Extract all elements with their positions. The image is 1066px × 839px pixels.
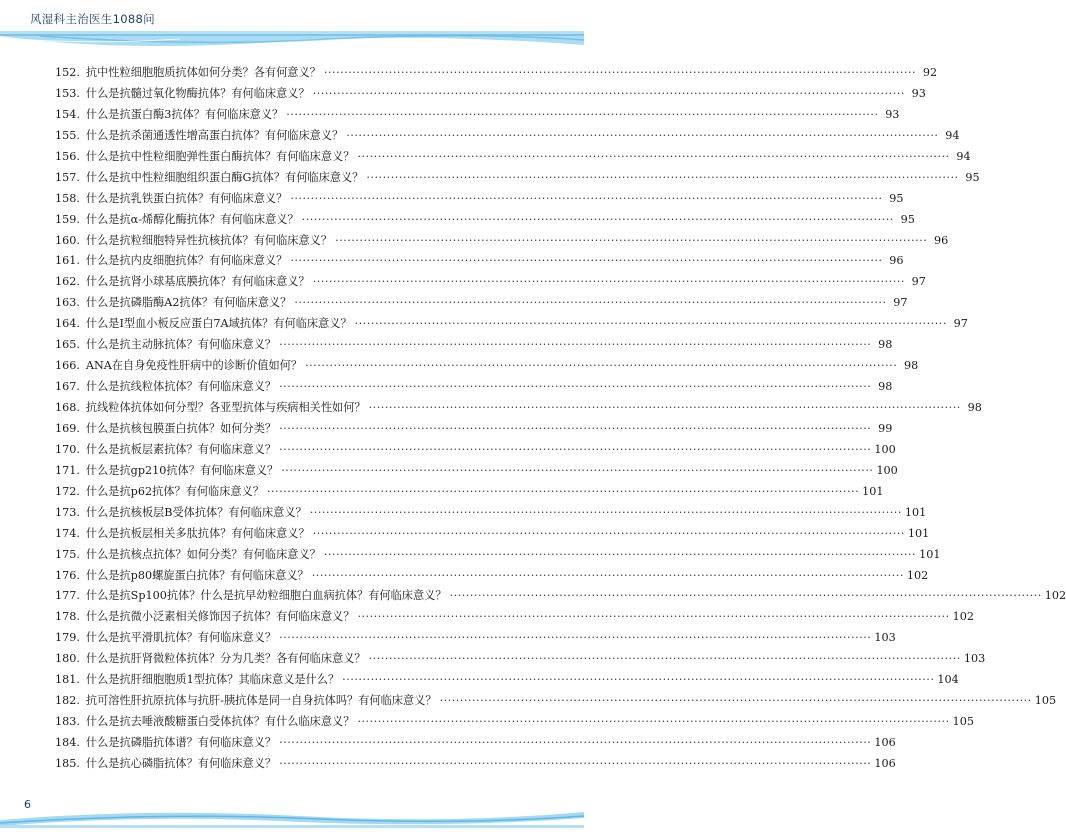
toc-entry-page: 102	[906, 568, 929, 582]
toc-entry	[55, 189, 904, 210]
toc-entry-number: 167.	[55, 380, 80, 394]
toc-entry-title: 什么是抗肝肾微粒体抗体？分为几类？各有何临床意义？	[85, 652, 366, 666]
toc-entry	[55, 754, 896, 775]
toc-entry-number: 169.	[55, 421, 80, 435]
toc-entry	[55, 105, 900, 126]
toc-entry-title: 什么是抗核板层B受体抗体？有何临床意义？	[85, 505, 307, 519]
toc-leader-dots	[281, 461, 873, 482]
toc-entry-title: 什么是抗Sp100抗体？什么是抗早幼粒细胞白血病抗体？有何临床意义？	[85, 589, 447, 603]
toc-entry-number: 172.	[55, 484, 80, 498]
toc-entry	[55, 482, 884, 503]
toc-leader-dots	[279, 733, 871, 754]
toc-entry-number: 161.	[55, 254, 80, 268]
toc-entry	[55, 545, 941, 566]
toc-entry-title: 什么是I型血小板反应蛋白7A域抗体？有何临床意义？	[85, 317, 352, 331]
toc-entry-number: 163.	[55, 296, 80, 310]
toc-entry-number: 154.	[55, 107, 80, 121]
toc-entry-title: 什么是抗p62抗体？有何临床意义？	[85, 484, 264, 498]
toc-entry-title: 什么是抗内皮细胞抗体？有何临床意义？	[85, 254, 288, 268]
toc-entry	[55, 293, 908, 314]
toc-entry-number: 170.	[55, 442, 80, 456]
toc-entry	[55, 419, 893, 440]
toc-leader-dots	[294, 293, 886, 314]
toc-entry-page: 105	[952, 715, 974, 729]
toc-entry-title: 什么是抗乳铁蛋白抗体？有何临床意义？	[85, 191, 288, 205]
toc-entry-number: 179.	[55, 631, 80, 645]
toc-entry-page: 96	[889, 254, 904, 268]
toc-entry-number: 173.	[55, 505, 80, 519]
toc-entry-page: 97	[893, 296, 908, 310]
toc-leader-dots	[279, 377, 871, 398]
toc-entry-title: 什么是抗板层素抗体？有何临床意义？	[85, 442, 277, 456]
toc-entry	[55, 566, 929, 587]
toc-entry-title: 什么是抗粒细胞特异性抗核抗体？有何临床意义？	[85, 233, 333, 247]
toc-entry-page: 93	[911, 86, 926, 100]
toc-leader-dots	[267, 482, 859, 503]
toc-entry-number: 184.	[55, 736, 80, 749]
toc-entry-title: 什么是抗p80螺旋蛋白抗体？有何临床意义？	[85, 568, 309, 582]
toc-entry-number: 157.	[55, 170, 80, 184]
toc-entry-number: 182.	[55, 694, 80, 708]
toc-entry	[55, 251, 904, 272]
toc-entry-number: 159.	[55, 212, 80, 226]
toc-entry-page: 95	[965, 170, 980, 184]
toc-entry	[55, 210, 915, 231]
toc-leader-dots	[290, 251, 882, 272]
toc-leader-dots	[324, 545, 916, 566]
toc-entry-number: 177.	[55, 589, 80, 603]
toc-leader-dots	[279, 754, 871, 775]
toc-entry-title: 什么是抗中性粒细胞弹性蛋白酶抗体？有何临床意义？	[85, 149, 355, 163]
header-decorative-rule	[0, 31, 584, 53]
toc-entry-page: 96	[934, 233, 949, 247]
toc-entry-page: 101	[904, 505, 927, 519]
toc-entry	[55, 461, 898, 482]
toc-entry-page: 98	[878, 380, 893, 394]
toc-entry-number: 176.	[55, 568, 80, 582]
toc-entry-page: 102	[1044, 589, 1066, 603]
toc-entry-page: 101	[907, 526, 930, 540]
toc-entry-title: 什么是抗心磷脂抗体？有何临床意义？	[85, 756, 277, 770]
toc-leader-dots	[369, 649, 961, 670]
toc-entry-number: 155.	[55, 128, 80, 142]
toc-entry	[55, 314, 968, 335]
toc-entry-title: 抗可溶性肝抗原抗体与抗肝-胰抗体是同一自身抗体吗？有何临床意义？	[85, 694, 437, 708]
toc-entry-title: 什么是抗髓过氧化物酶抗体？有何临床意义？	[85, 86, 310, 100]
toc-entry	[55, 712, 974, 733]
toc-entry-page: 98	[904, 359, 919, 373]
toc-leader-dots	[357, 607, 949, 628]
toc-entry-number: 168.	[55, 401, 80, 414]
toc-leader-dots	[279, 440, 871, 461]
toc-entry-page: 92	[922, 66, 938, 79]
toc-entry-title: 什么是抗主动脉抗体？有何临床意义？	[85, 338, 277, 352]
toc-leader-dots	[369, 398, 961, 419]
toc-entry-number: 152.	[55, 66, 80, 79]
toc-leader-dots	[346, 126, 938, 147]
toc-entry-page: 102	[952, 610, 974, 624]
toc-entry-number: 183.	[55, 715, 80, 729]
toc-entry	[55, 147, 971, 168]
toc-leader-dots	[313, 84, 905, 105]
toc-leader-dots	[440, 691, 1032, 712]
toc-entry-title: 什么是抗磷脂酶A2抗体？有何临床意义？	[85, 296, 292, 310]
toc-entry-number: 156.	[55, 149, 80, 163]
toc-entry-page: 105	[1034, 694, 1057, 708]
toc-entry-page: 103	[963, 652, 986, 666]
toc-entry-page: 100	[876, 463, 898, 477]
toc-entry-title: 什么是抗微小泛素相关修饰因子抗体？有何临床意义？	[85, 610, 355, 624]
running-header-title: 风湿科主治医生1088问	[30, 12, 155, 26]
toc-entry-page: 95	[889, 191, 904, 205]
toc-entry	[55, 649, 986, 670]
toc-entry-page: 97	[953, 317, 968, 331]
toc-entry-title: 什么是抗平滑肌抗体？有何临床意义？	[85, 631, 277, 645]
toc-entry-page: 103	[874, 631, 896, 645]
toc-entry-title: 什么是抗核点抗体？如何分类？有何临床意义？	[85, 547, 321, 561]
toc-entry	[55, 670, 959, 691]
toc-entry-title: 什么是抗杀菌通透性增高蛋白抗体？有何临床意义？	[85, 128, 344, 142]
toc-entry-number: 164.	[55, 317, 80, 331]
toc-entry	[55, 440, 896, 461]
toc-entry	[55, 628, 896, 649]
toc-entry	[55, 524, 930, 545]
toc-leader-dots	[313, 524, 905, 545]
footer-decorative-rule	[0, 806, 584, 828]
toc-entry-title: 什么是抗去唾液酸糖蛋白受体抗体？有什么临床意义？	[85, 715, 355, 729]
toc-leader-dots	[305, 356, 897, 377]
toc-leader-dots	[279, 335, 871, 356]
toc-leader-dots	[312, 566, 904, 587]
toc-entry-page: 101	[862, 484, 884, 498]
toc-entry-page: 106	[874, 756, 896, 770]
toc-entry-number: 158.	[55, 191, 80, 205]
toc-entry-title: 什么是抗蛋白酶3抗体？有何临床意义？	[85, 107, 284, 121]
toc-entry	[55, 503, 927, 524]
toc-entry-title: 什么是抗α-烯醇化酶抗体？有何临床意义？	[85, 212, 299, 226]
toc-entry-title: 什么是抗磷脂抗体谱？有何临床意义？	[85, 736, 277, 749]
toc-leader-dots	[357, 147, 949, 168]
toc-entry-page: 94	[956, 149, 971, 163]
toc-entry-page: 97	[911, 275, 926, 289]
toc-entry-page: 101	[919, 547, 941, 561]
toc-leader-dots	[450, 586, 1042, 607]
toc-entry-page: 98	[878, 338, 893, 352]
toc-entry-number: 175.	[55, 547, 80, 561]
toc-entry	[55, 168, 980, 189]
toc-leader-dots	[279, 419, 871, 440]
toc-entry-title: 什么是抗核包膜蛋白抗体？如何分类？	[85, 421, 277, 435]
toc-entry-page: 99	[878, 421, 893, 435]
toc-entry	[55, 84, 926, 105]
toc-entry-number: 181.	[55, 673, 80, 687]
toc-leader-dots	[335, 231, 927, 252]
toc-leader-dots	[355, 314, 947, 335]
toc-leader-dots	[279, 628, 871, 649]
toc-entry-number: 174.	[55, 526, 80, 540]
toc-entry	[55, 126, 960, 147]
toc-entry	[55, 377, 893, 398]
toc-entry-title: 什么是抗板层相关多肽抗体？有何临床意义？	[85, 526, 310, 540]
toc-entry-page: 98	[967, 401, 982, 414]
toc-entry-number: 160.	[55, 233, 80, 247]
toc-entry-title: 什么是抗肝细胞胞质1型抗体？其临床意义是什么？	[85, 673, 340, 687]
toc-entry-number: 162.	[55, 275, 80, 289]
toc-entry	[55, 356, 919, 377]
toc-leader-dots	[286, 105, 878, 126]
toc-leader-dots	[302, 210, 894, 231]
toc-entry-number: 185.	[55, 756, 80, 770]
toc-leader-dots	[366, 168, 958, 189]
toc-leader-dots	[290, 189, 882, 210]
toc-entry-page: 106	[874, 736, 896, 749]
toc-entry-page: 93	[885, 107, 900, 121]
toc-leader-dots	[310, 503, 902, 524]
toc-entry-page: 95	[900, 212, 915, 226]
toc-leader-dots	[324, 63, 916, 84]
toc-entry	[55, 733, 896, 754]
toc-entry	[55, 398, 982, 419]
toc-entry-page: 94	[945, 128, 960, 142]
toc-entry	[55, 63, 938, 84]
toc-entry-page: 104	[937, 673, 959, 687]
toc-entry-title: 什么是抗线粒体抗体？有何临床意义？	[85, 380, 277, 394]
toc-entry	[55, 272, 926, 293]
toc-entry-number: 166.	[55, 359, 80, 373]
toc-entry-title: 抗线粒体抗体如何分型？各亚型抗体与疾病相关性如何？	[85, 401, 366, 414]
toc-entry-number: 180.	[55, 652, 80, 666]
toc-leader-dots	[313, 272, 905, 293]
toc-entry-title: 什么是抗gp210抗体？有何临床意义？	[85, 463, 279, 477]
toc-entry-number: 178.	[55, 610, 80, 624]
toc-entry-title: ANA在自身免疫性肝病中的诊断价值如何？	[85, 359, 303, 373]
toc-entry-title: 什么是抗中性粒细胞组织蛋白酶G抗体？有何临床意义？	[85, 170, 364, 184]
toc-leader-dots	[342, 670, 934, 691]
toc-entry-page: 100	[874, 442, 896, 456]
toc-entry	[55, 335, 893, 356]
toc-entry-title: 什么是抗肾小球基底膜抗体？有何临床意义？	[85, 275, 310, 289]
toc-entry-title: 抗中性粒细胞胞质抗体如何分类？各有何意义？	[85, 66, 321, 79]
page-number: 6	[24, 798, 31, 811]
toc-leader-dots	[357, 712, 949, 733]
toc-entry	[55, 607, 974, 628]
toc-entry-number: 171.	[55, 463, 80, 477]
toc-entry-number: 165.	[55, 338, 80, 352]
toc-entry	[55, 586, 1066, 607]
toc-entry	[55, 691, 1057, 712]
toc-entry-number: 153.	[55, 86, 80, 100]
table-of-contents	[55, 63, 1066, 775]
toc-entry	[55, 231, 949, 252]
